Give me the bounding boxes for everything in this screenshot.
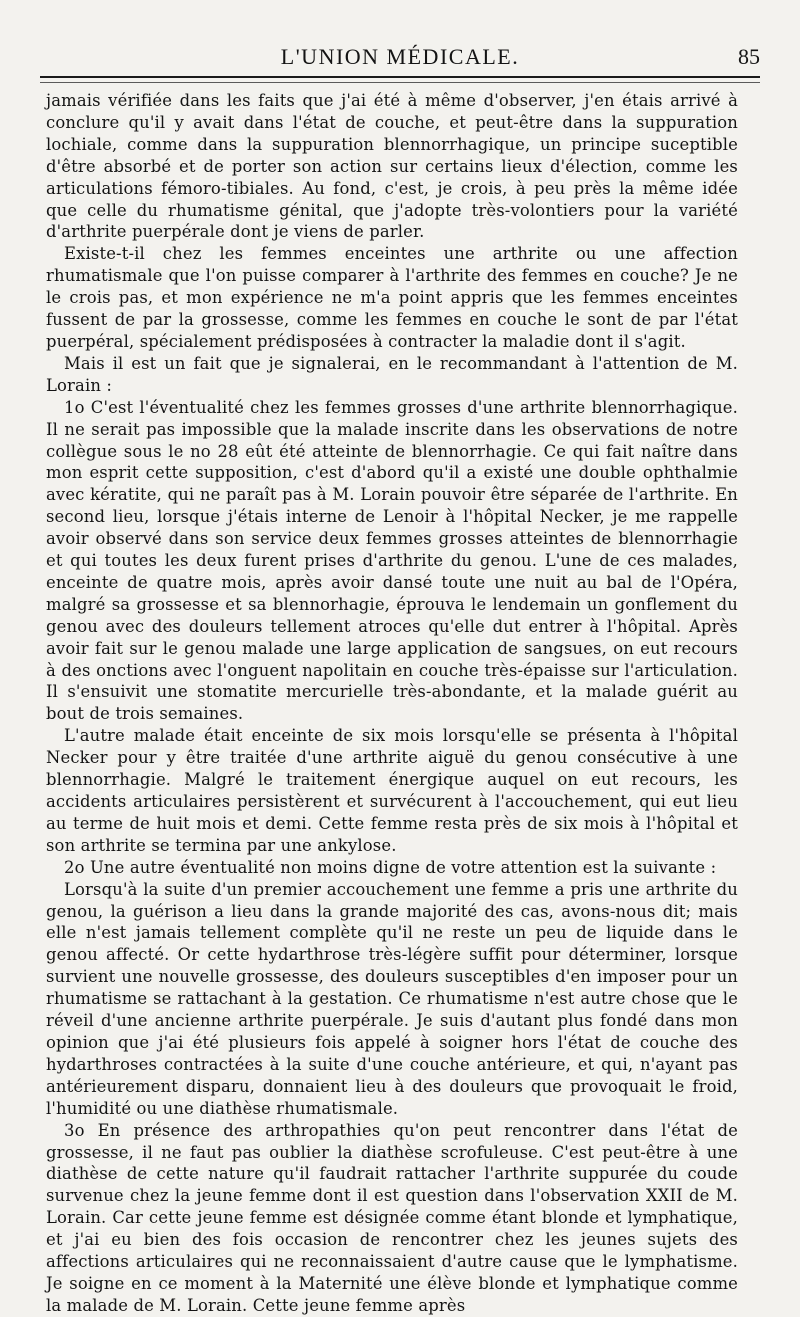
paragraph: 2o Une autre éventualité non moins digne de votre attention est la suivante : <box>64 857 717 877</box>
paragraph: Lorsqu'à la suite d'un premier accouchement une femme a pris une arthrite du genou, la guérison a lieu dans la grande majorité des cas, avons-nous dit; mais elle n'est jamais tellement complète qu'il ne reste un peu de liquide dans le genou affecté. Or cette hydarthrose très-légère suffit pour déterminer, lorsque survient une nouvelle grossesse, des douleurs susceptibles d'en imposer pour un rhumatisme se rattachant à la gestation. Ce rhumatisme n'est autre chose que le réveil d'une ancienne arthrite puerpérale. Je suis d'autant plus fondé dans mon opinion que j'ai été plusieurs fois appelé à soigner hors l'état de couche des hydarthroses contractées à la suite d'une couche antérieure, et qui, n'ayant pas antérieurement disparu, donnaient lieu à des douleurs que provoquait le froid, l'humidité ou une diathèse rhumatismale. <box>46 879 738 1118</box>
paragraph: L'autre malade était enceinte de six mois lorsqu'elle se présenta à l'hôpital Necker pour y être traitée d'une arthrite aiguë du genou consécutive à une blennorrhagie. Malgré le traitement énergique auquel on eut recours, les accidents articulaires persistèrent et survécurent à l'accouchement, qui eut lieu au terme de huit mois et demi. Cette femme resta près de six mois à l'hôpital et son arthrite se termina par une ankylose. <box>46 726 738 855</box>
journal-title: L'UNION MÉDICALE. <box>280 44 520 69</box>
paragraph: Existe-t-il chez les femmes enceintes une arthrite ou une affection rhumatismale que l'on puisse comparer à l'arthrite des femmes en couche? Je ne le crois pas, et mon expérience ne m'a point appris que les femmes enceintes fussent de par la grossesse, comme les femmes en couche le sont de par l'état puerpéral, spécialement prédisposées à contracter la maladie dont il s'agit. <box>46 244 738 351</box>
header-rule-thick <box>40 76 760 78</box>
paragraph: jamais vérifiée dans les faits que j'ai été à même d'observer, j'en étais arrivé à conclure qu'il y avait dans l'état de couche, et peut-être dans la suppuration lochiale, comme dans la suppuration blennorrhagique, un principe suceptible d'être absorbé et de porter son action sur certains lieux d'élection, comme les articulations fémoro-tibiales. Au fond, c'est, je crois, à peu près la même idée que celle du rhumatisme génital, que j'adopte très-volontiers pour la variété d'arthrite puerpérale dont je viens de parler. <box>46 91 738 242</box>
page-header <box>40 38 760 74</box>
page-number: 85 <box>738 44 760 69</box>
paragraph: 1o C'est l'éventualité chez les femmes grosses d'une arthrite blennorrhagique. Il ne serait pas impossible que la malade inscrite dans les observations de notre collègue sous le no 28 eût été atteinte de blennorrhagie. Ce qui fait naître dans mon esprit cette supposition, c'est d'abord qu'il a existé une double ophthalmie avec kératite, qui ne paraît pas à M. Lorain pouvoir être séparée de l'arthrite. En second lieu, lorsque j'étais interne de Lenoir à l'hôpital Necker, je me rappelle avoir observé dans son service deux femmes grosses atteintes de blennorrhagie et qui toutes les deux furent prises d'arthrite du genou. L'une de ces malades, enceinte de quatre mois, après avoir dansé toute une nuit au bal de l'Opéra, malgré sa grossesse et sa blennorhagie, éprouva le lendemain un gonflement du genou avec des douleurs tellement atroces qu'elle dut entrer à l'hôpital. Après avoir fait sur le genou malade une large application de sangsues, on eut recours à des onctions avec l'onguent napolitain en couche très-épaisse sur l'articulation. Il s'ensuivit une stomatite mercurielle très-abondante, et la malade guérit au bout de trois semaines. <box>46 397 738 724</box>
paragraph: Mais il est un fait que je signalerai, en le recommandant à l'attention de M. Lorain : <box>46 353 738 395</box>
paragraph: 3o En présence des arthropathies qu'on peut rencontrer dans l'état de grossesse, il ne faut pas oublier la diathèse scrofuleuse. C'est peut-être à une diathèse de cette nature qu'il faudrait rattacher l'arthrite suppurée du coude survenue chez la jeune femme dont il est question dans l'observation XXII de M. Lorain. Car cette jeune femme est désignée comme étant blonde et lymphatique, et j'ai eu bien des fois occasion de rencontrer chez les jeunes sujets des affections articulaires qui ne reconnaissaient d'autre cause que le lymphatisme. Je soigne en ce moment à la Maternité une élève blonde et lymphatique comme la malade de M. Lorain. Cette jeune femme après <box>46 1120 738 1315</box>
header-rule-thin <box>40 82 760 83</box>
article-body <box>46 90 738 1317</box>
